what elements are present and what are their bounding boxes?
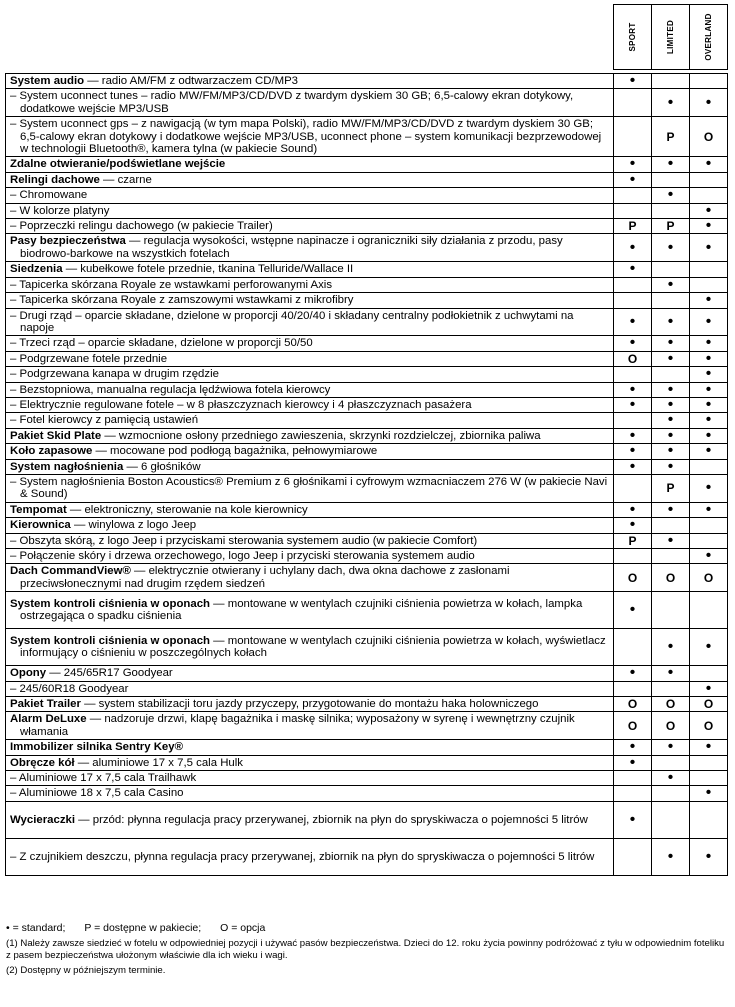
availability-sport (614, 786, 652, 801)
availability-sport: • (614, 502, 652, 517)
footer (6, 922, 728, 980)
availability-limited (652, 592, 690, 629)
availability-sport (614, 681, 652, 696)
feature-name: System kontroli ciśnienia w oponach (10, 634, 211, 647)
feature-description: – System uconnect gps – z nawigacją (w tym mapa Polski), radio MW/FM/MP3/CD/DVD z twardym dyskiem 30 GB; 6,5-calowy ekran dotykowy i dodatkowe wejście MP3/USB, uconnect phone – system komunikacji bezprzewodowej w technologii Bluetooth®, kamera tylna (w pakiecie Sound) (10, 118, 602, 156)
table-row (6, 459, 728, 474)
legend-option: O = opcja (220, 922, 266, 934)
availability-sport: • (614, 518, 652, 533)
availability-sport: • (614, 801, 652, 838)
availability-limited: P (652, 117, 690, 157)
feature-cell (6, 786, 614, 801)
feature-cell (6, 533, 614, 548)
availability-limited: • (652, 157, 690, 172)
availability-limited: • (652, 336, 690, 351)
availability-limited: • (652, 459, 690, 474)
feature-description: — kubełkowe fotele przednie, tkanina Telluride/Wallace II (62, 263, 354, 276)
availability-overland: • (690, 502, 728, 517)
availability-sport (614, 413, 652, 428)
footnote-2: (2) Dostępny w późniejszym terminie. (6, 965, 166, 976)
table-row (6, 629, 728, 666)
feature-cell (6, 740, 614, 755)
availability-sport: O (614, 351, 652, 366)
availability-overland: • (690, 629, 728, 666)
availability-overland: • (690, 786, 728, 801)
table-row (6, 74, 728, 89)
availability-overland: O (690, 564, 728, 592)
feature-cell (6, 518, 614, 533)
feature-description: — 6 głośników (123, 460, 201, 473)
table-row (6, 444, 728, 459)
table-row (6, 502, 728, 517)
feature-name: Alarm DeLuxe (10, 713, 87, 726)
availability-limited (652, 681, 690, 696)
availability-sport: P (614, 533, 652, 548)
availability-sport (614, 771, 652, 786)
availability-sport: • (614, 592, 652, 629)
feature-cell (6, 681, 614, 696)
availability-overland: • (690, 157, 728, 172)
feature-name: Wycieraczki (10, 813, 76, 826)
feature-name: Siedzenia (10, 263, 63, 276)
table-row (6, 413, 728, 428)
legend-standard: • = standard; (6, 922, 66, 934)
availability-sport: • (614, 397, 652, 412)
availability-limited: O (652, 712, 690, 740)
feature-cell (6, 502, 614, 517)
table-row (6, 351, 728, 366)
feature-description: – Elektrycznie regulowane fotele – w 8 płaszczyznach kierowcy i 4 płaszczyznach pasażera (10, 398, 472, 411)
legend-package: P = dostępne w pakiecie; (84, 922, 202, 934)
feature-description: – Fotel kierowcy z pamięcią ustawień (10, 414, 199, 427)
feature-name: Opony (10, 667, 47, 680)
feature-description: — nadzoruje drzwi, klapę bagażnika i maskę silnika; wyposażony w syrenę i wewnętrzny czujnik włamania (20, 713, 575, 738)
feature-cell (6, 117, 614, 157)
availability-sport: • (614, 262, 652, 277)
availability-overland: • (690, 838, 728, 875)
feature-cell (6, 203, 614, 218)
table-row (6, 564, 728, 592)
availability-overland: • (690, 444, 728, 459)
feature-cell (6, 838, 614, 875)
availability-sport (614, 629, 652, 666)
feature-description: – Podgrzewane fotele przednie (10, 352, 168, 365)
availability-limited (652, 203, 690, 218)
availability-overland: • (690, 549, 728, 564)
availability-limited: • (652, 502, 690, 517)
table-row (6, 308, 728, 336)
feature-cell (6, 549, 614, 564)
table-row (6, 382, 728, 397)
availability-limited: • (652, 629, 690, 666)
table-row (6, 293, 728, 308)
availability-limited (652, 74, 690, 89)
feature-description: — elektroniczny, sterowanie na kole kierownicy (66, 503, 308, 516)
availability-overland (690, 262, 728, 277)
table-row (6, 336, 728, 351)
feature-cell (6, 801, 614, 838)
feature-description: — przód: płynna regulacja pracy przerywanej, zbiornik na płyn do spryskiwacza o pojemności 5 litrów (75, 813, 588, 826)
table-row (6, 533, 728, 548)
feature-description: – System nagłośnienia Boston Acoustics® Premium z 6 głośnikami i cyfrowym wzmacniaczem 276 W (w pakiecie Navi & Sound) (10, 475, 608, 501)
feature-description: – Z czujnikiem deszczu, płynna regulacja pracy przerywanej, zbiornik na płyn do spryskiwacza o pojemności 5 litrów (10, 850, 595, 863)
availability-overland: • (690, 740, 728, 755)
availability-overland: O (690, 712, 728, 740)
availability-limited: • (652, 188, 690, 203)
table-row (6, 740, 728, 755)
feature-description: – 245/60R18 Goodyear (10, 682, 129, 695)
table-row (6, 188, 728, 203)
feature-cell (6, 413, 614, 428)
availability-overland (690, 74, 728, 89)
availability-sport (614, 117, 652, 157)
feature-description: – Podgrzewana kanapa w drugim rzędzie (10, 368, 219, 381)
feature-description: — radio AM/FM z odtwarzaczem CD/MP3 (84, 75, 299, 87)
feature-description: – Obszyta skórą, z logo Jeep i przyciskami sterowania systemem audio (w pakiecie Comfort) (10, 534, 478, 547)
availability-overland: • (690, 681, 728, 696)
availability-overland: • (690, 219, 728, 234)
availability-sport: O (614, 697, 652, 712)
availability-overland (690, 666, 728, 681)
availability-limited (652, 801, 690, 838)
table-row (6, 592, 728, 629)
availability-limited (652, 262, 690, 277)
feature-description: — aluminiowe 17 x 7,5 cala Hulk (74, 756, 243, 769)
feature-description: – System uconnect tunes – radio MW/FM/MP3/CD/DVD z twardym dyskiem 30 GB; 6,5-calowy ekran dotykowy, dodatkowe wejście MP3/USB (10, 90, 574, 115)
feature-description: – Aluminiowe 18 x 7,5 cala Casino (10, 787, 184, 800)
table-row (6, 428, 728, 443)
table-row (6, 367, 728, 382)
availability-sport (614, 277, 652, 292)
availability-overland: • (690, 367, 728, 382)
availability-sport: • (614, 444, 652, 459)
feature-description: — montowane w wentylach czujniki ciśnienia powietrza w kołach, lampka ostrzegająca o spadku ciśnienia (20, 597, 583, 623)
feature-cell (6, 74, 614, 89)
feature-name: Pakiet Trailer (10, 698, 81, 711)
table-row (6, 117, 728, 157)
feature-cell (6, 382, 614, 397)
feature-cell (6, 351, 614, 366)
availability-overland: • (690, 293, 728, 308)
feature-cell (6, 172, 614, 187)
feature-description: – Chromowane (10, 189, 88, 202)
feature-cell (6, 157, 614, 172)
availability-limited: • (652, 428, 690, 443)
table-row (6, 234, 728, 262)
availability-sport: • (614, 74, 652, 89)
availability-overland (690, 172, 728, 187)
availability-sport (614, 188, 652, 203)
table-row (6, 666, 728, 681)
availability-sport: • (614, 666, 652, 681)
availability-limited (652, 549, 690, 564)
feature-cell (6, 771, 614, 786)
feature-cell (6, 474, 614, 502)
column-header-overland: OVERLAND (690, 5, 728, 70)
feature-cell (6, 444, 614, 459)
feature-name: Relingi dachowe (10, 173, 100, 186)
availability-sport: • (614, 755, 652, 770)
legend (6, 922, 728, 934)
availability-overland (690, 459, 728, 474)
feature-description: — wzmocnione osłony przedniego zawieszenia, skrzynki rozdzielczej, zbiornika paliwa (101, 429, 541, 442)
feature-description: — czarne (99, 173, 152, 186)
availability-overland: • (690, 336, 728, 351)
feature-cell (6, 592, 614, 629)
feature-cell (6, 219, 614, 234)
availability-sport: • (614, 459, 652, 474)
feature-name: Pakiet Skid Plate (10, 429, 102, 442)
availability-limited: • (652, 382, 690, 397)
feature-description: — elektrycznie otwierany i uchylany dach, dwa okna dachowe z zasłonami przeciwsłonecznymi nad drugim rzędem siedzeń (20, 565, 510, 590)
feature-cell (6, 564, 614, 592)
feature-cell (6, 459, 614, 474)
column-header-sport: SPORT (614, 5, 652, 70)
feature-cell (6, 666, 614, 681)
availability-sport: P (614, 219, 652, 234)
availability-limited: O (652, 564, 690, 592)
availability-overland: • (690, 397, 728, 412)
availability-limited: • (652, 397, 690, 412)
availability-overland: • (690, 308, 728, 336)
availability-sport: • (614, 234, 652, 262)
availability-sport: • (614, 172, 652, 187)
feature-description: — regulacja wysokości, wstępne napinacze i ograniczniki siły działania z przodu, pasy biodrowo-barkowe na wszystkich fotelach (20, 235, 563, 260)
table-row (6, 262, 728, 277)
table-row (6, 697, 728, 712)
feature-description: – Tapicerka skórzana Royale ze wstawkami perforowanymi Axis (10, 278, 333, 291)
table-row (6, 89, 728, 117)
feature-name: Zdalne otwieranie/podświetlane wejście (10, 158, 226, 171)
table-row (6, 838, 728, 875)
feature-name: System kontroli ciśnienia w oponach (10, 597, 211, 610)
availability-overland (690, 801, 728, 838)
availability-sport (614, 89, 652, 117)
availability-sport (614, 549, 652, 564)
feature-description: – Drugi rząd – oparcie składane, dzielone w proporcji 40/20/40 i składany centralny podłokietnik z uchwytami na napoje (10, 309, 574, 334)
table-row (6, 681, 728, 696)
feature-description: – Tapicerka skórzana Royale z zamszowymi wstawkami z mikrofibry (10, 294, 354, 307)
availability-overland: • (690, 474, 728, 502)
table-row (6, 801, 728, 838)
availability-overland: O (690, 117, 728, 157)
availability-limited: O (652, 697, 690, 712)
availability-limited: • (652, 771, 690, 786)
availability-limited: P (652, 474, 690, 502)
availability-limited (652, 518, 690, 533)
availability-sport: • (614, 428, 652, 443)
table-row (6, 277, 728, 292)
table-row (6, 518, 728, 533)
feature-description: — 245/65R17 Goodyear (46, 667, 173, 680)
availability-overland: • (690, 234, 728, 262)
feature-cell (6, 755, 614, 770)
feature-cell (6, 629, 614, 666)
feature-cell (6, 277, 614, 292)
availability-sport: • (614, 336, 652, 351)
feature-description: – Bezstopniowa, manualna regulacja lędźwiowa fotela kierowcy (10, 383, 331, 396)
feature-description: — winylowa z logo Jeep (70, 519, 197, 532)
feature-cell (6, 262, 614, 277)
availability-sport: O (614, 564, 652, 592)
table-row (6, 474, 728, 502)
availability-overland: • (690, 413, 728, 428)
availability-overland (690, 188, 728, 203)
column-header-limited: LIMITED (652, 5, 690, 70)
feature-cell (6, 397, 614, 412)
availability-sport: • (614, 157, 652, 172)
availability-limited: • (652, 666, 690, 681)
table-row (6, 397, 728, 412)
feature-cell (6, 293, 614, 308)
table-row (6, 203, 728, 218)
availability-limited: • (652, 533, 690, 548)
availability-limited: • (652, 234, 690, 262)
availability-limited (652, 786, 690, 801)
availability-limited: • (652, 413, 690, 428)
availability-overland: • (690, 351, 728, 366)
table-row (6, 157, 728, 172)
feature-description: – Aluminiowe 17 x 7,5 cala Trailhawk (10, 772, 197, 785)
feature-cell (6, 188, 614, 203)
table-row (6, 786, 728, 801)
feature-name: Pasy bezpieczeństwa (10, 235, 126, 248)
table-row (6, 219, 728, 234)
availability-overland (690, 518, 728, 533)
table-row (6, 712, 728, 740)
availability-limited: • (652, 740, 690, 755)
feature-cell (6, 89, 614, 117)
availability-sport: • (614, 308, 652, 336)
availability-sport: • (614, 740, 652, 755)
availability-limited: • (652, 444, 690, 459)
feature-cell (6, 367, 614, 382)
feature-name: Kierownica (10, 519, 71, 532)
availability-overland (690, 592, 728, 629)
availability-sport (614, 367, 652, 382)
feature-name: Koło zapasowe (10, 445, 93, 458)
availability-limited: • (652, 277, 690, 292)
availability-sport (614, 203, 652, 218)
availability-limited: • (652, 838, 690, 875)
header-row (6, 5, 728, 70)
availability-limited: P (652, 219, 690, 234)
availability-overland (690, 755, 728, 770)
table-row (6, 755, 728, 770)
table-row (6, 771, 728, 786)
feature-name: System nagłośnienia (10, 460, 124, 473)
feature-description: — mocowane pod podłogą bagażnika, pełnowymiarowe (92, 445, 378, 458)
availability-overland: • (690, 203, 728, 218)
availability-sport: O (614, 712, 652, 740)
feature-cell (6, 697, 614, 712)
spec-table (5, 4, 728, 876)
feature-cell (6, 428, 614, 443)
feature-cell (6, 712, 614, 740)
feature-name: Tempomat (10, 503, 67, 516)
feature-description: – Połączenie skóry i drzewa orzechowego, logo Jeep i przyciski sterowania systemem audio (10, 550, 475, 562)
availability-overland: • (690, 428, 728, 443)
feature-description: – Trzeci rząd – oparcie składane, dzielone w proporcji 50/50 (10, 337, 313, 350)
table-row (6, 172, 728, 187)
availability-limited: • (652, 89, 690, 117)
feature-name: Obręcze kół (10, 756, 75, 769)
feature-name: System audio (10, 75, 85, 87)
availability-sport (614, 474, 652, 502)
availability-limited (652, 293, 690, 308)
feature-name: Dach CommandView® (10, 565, 131, 578)
footnote-1: (1) Należy zawsze siedzieć w fotelu w odpowiedniej pozycji i używać pasów bezpieczeństwa. Dzieci do 12. roku życia powinny podróżować z tyłu w odpowiednim foteliku z pasem bezpieczeństwa ułożonym właściwie dla ich wieku i wagi. (6, 938, 725, 961)
availability-limited: • (652, 308, 690, 336)
availability-overland: • (690, 382, 728, 397)
availability-limited (652, 367, 690, 382)
availability-sport (614, 293, 652, 308)
feature-description: — montowane w wentylach czujniki ciśnienia powietrza w kołach, wyświetlacz informujący o ciśnieniu w poszczególnych kołach (20, 634, 606, 660)
table-row (6, 549, 728, 564)
feature-cell (6, 336, 614, 351)
feature-description: – W kolorze platyny (10, 204, 110, 217)
feature-description: — system stabilizacji toru jazdy przyczepy, przygotowanie do montażu haka holowniczego (80, 698, 539, 711)
availability-overland: • (690, 89, 728, 117)
feature-name: Immobilizer silnika Sentry Key® (10, 741, 183, 754)
availability-overland: O (690, 697, 728, 712)
availability-limited: • (652, 351, 690, 366)
feature-cell (6, 308, 614, 336)
availability-sport (614, 838, 652, 875)
availability-sport: • (614, 382, 652, 397)
feature-description: – Poprzeczki relingu dachowego (w pakiecie Trailer) (10, 220, 273, 233)
feature-cell (6, 234, 614, 262)
